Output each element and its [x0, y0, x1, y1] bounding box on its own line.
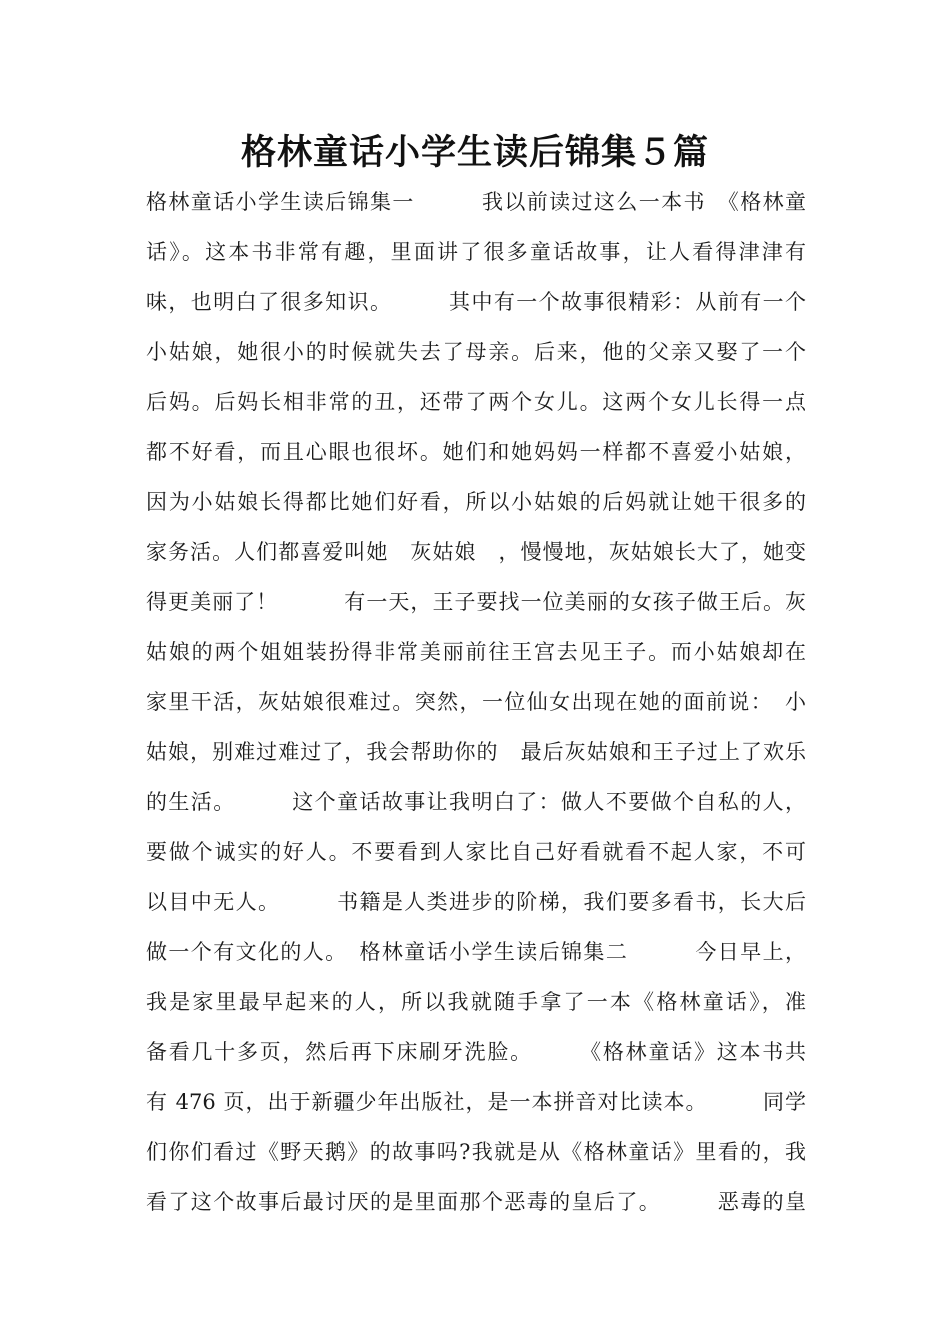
text-line: 格林童话小学生读后锦集一 我以前读过这么一本书 《格林童: [146, 190, 806, 214]
text-line: 味，也明白了很多知识。 其中有一个故事很精彩：从前有一个: [146, 290, 806, 314]
text-line: 都不好看，而且心眼也很坏。她们和她妈妈一样都不喜爱小姑娘，: [146, 440, 806, 464]
text-line: 看了这个故事后最讨厌的是里面那个恶毒的皇后了。 恶毒的皇: [146, 1190, 806, 1214]
text-line: 做一个有文化的人。 格林童话小学生读后锦集二 今日早上，: [146, 940, 806, 964]
text-line: 们你们看过《野天鹅》的故事吗?我就是从《格林童话》里看的，我: [146, 1140, 806, 1164]
text-line: 备看几十多页，然后再下床刷牙洗脸。 《格林童话》这本书共: [146, 1040, 806, 1064]
text-line: 后妈。后妈长相非常的丑，还带了两个女儿。这两个女儿长得一点: [146, 390, 806, 414]
text-line: 得更美丽了！ 有一天，王子要找一位美丽的女孩子做王后。灰: [146, 590, 806, 614]
body-text: [146, 177, 806, 1227]
page-title: 格林童话小学生读后锦集５篇: [240, 133, 709, 173]
text-line: 要做个诚实的好人。不要看到人家比自己好看就看不起人家，不可: [146, 840, 806, 864]
text-line: 姑娘的两个姐姐装扮得非常美丽前往王宫去见王子。而小姑娘却在: [146, 640, 806, 664]
text-line: 以目中无人。 书籍是人类进步的阶梯，我们要多看书，长大后: [146, 890, 806, 914]
text-line: 因为小姑娘长得都比她们好看，所以小姑娘的后妈就让她干很多的: [146, 490, 806, 514]
text-line: 家务活。人们都喜爱叫她 灰姑娘 ，慢慢地，灰姑娘长大了，她变: [146, 540, 806, 564]
text-line: 姑娘，别难过难过了，我会帮助你的 最后灰姑娘和王子过上了欢乐: [146, 740, 806, 764]
text-line: 的生活。 这个童话故事让我明白了：做人不要做个自私的人，: [146, 790, 806, 814]
text-line: 有 476 页，出于新疆少年出版社，是一本拼音对比读本。 同学: [146, 1090, 806, 1114]
text-line: 小姑娘，她很小的时候就失去了母亲。后来，他的父亲又娶了一个: [146, 340, 806, 364]
text-line: 家里干活，灰姑娘很难过。突然，一位仙女出现在她的面前说： 小: [146, 690, 806, 714]
text-line: 我是家里最早起来的人，所以我就随手拿了一本《格林童话》，准: [146, 990, 806, 1014]
text-line: 话》。这本书非常有趣，里面讲了很多童话故事，让人看得津津有: [146, 240, 806, 264]
